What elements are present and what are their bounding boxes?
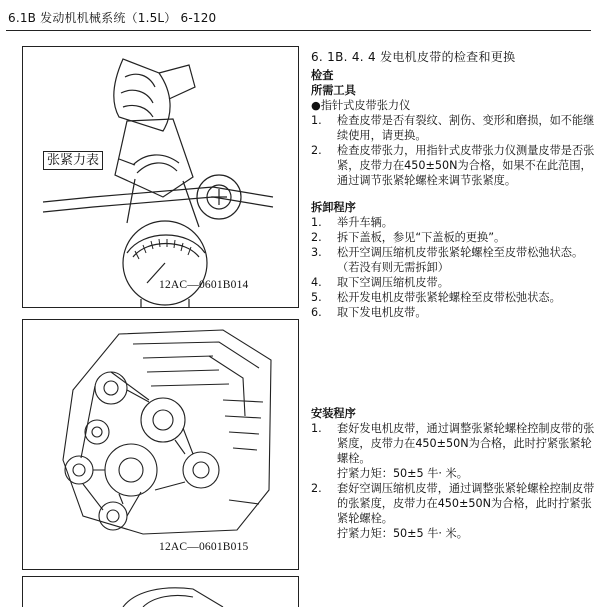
step-number: 1. xyxy=(311,216,322,229)
page-header xyxy=(6,6,591,28)
tension-gauge-illustration xyxy=(23,47,298,307)
section-title: 6. 1B. 4. 4 发电机皮带的检查和更换 xyxy=(311,50,516,64)
figure-caption: 12AC—0601B014 xyxy=(159,279,249,291)
step-text: 松开发电机皮带张紧轮螺栓至皮带松弛状态。 xyxy=(337,291,561,304)
figure-caption: 12AC—0601B015 xyxy=(159,541,249,553)
list-item xyxy=(311,421,596,481)
torque-spec: 拧紧力矩：50±5 牛· 米。 xyxy=(337,527,468,540)
removal-heading: 拆卸程序 xyxy=(311,201,356,214)
tool-item: ●指针式皮带张力仪 xyxy=(311,99,411,112)
torque-spec: 拧紧力矩：50±5 牛· 米。 xyxy=(337,467,468,480)
step-number: 1. xyxy=(311,114,322,127)
check-steps xyxy=(311,113,596,188)
list-item xyxy=(311,290,596,305)
step-text: 检查皮带是否有裂纹、割伤、变形和磨损，如不能继续使用，请更换。 xyxy=(337,114,595,142)
step-number: 2. xyxy=(311,144,322,157)
tools-heading: 所需工具 xyxy=(311,84,356,97)
step-number: 6. xyxy=(311,306,322,319)
step-number: 2. xyxy=(311,231,322,244)
list-item xyxy=(311,305,596,320)
install-steps xyxy=(311,421,596,541)
check-heading: 检查 xyxy=(311,69,334,82)
step-text: 拆下盖板，参见“下盖板的更换”。 xyxy=(337,231,506,244)
header-rule xyxy=(6,30,591,31)
list-item xyxy=(311,143,596,188)
list-item xyxy=(311,275,596,290)
procedure-content xyxy=(311,50,596,541)
tension-gauge-label: 张紧力表 xyxy=(43,151,103,170)
step-number: 3. xyxy=(311,246,322,259)
list-item xyxy=(311,481,596,541)
engine-belt-illustration xyxy=(23,320,298,569)
step-text: 套好发电机皮带，通过调整张紧轮螺栓控制皮带的张紧度，皮带力在450±50N为合格，此时拧紧张紧轮螺栓。 xyxy=(337,422,595,465)
step-number: 5. xyxy=(311,291,322,304)
removal-steps xyxy=(311,215,596,320)
install-heading: 安装程序 xyxy=(311,407,356,420)
step-number: 1. xyxy=(311,422,322,435)
list-item xyxy=(311,113,596,143)
figure-tension-gauge xyxy=(22,46,299,308)
step-text: 举升车辆。 xyxy=(337,216,393,229)
page-header-title: 6.1B 发动机机械系统（1.5L） 6-120 xyxy=(8,11,217,25)
step-number: 2. xyxy=(311,482,322,495)
figure-engine-belt xyxy=(22,319,299,570)
list-item xyxy=(311,245,596,275)
list-item xyxy=(311,215,596,230)
step-text: 松开空调压缩机皮带张紧轮螺栓至皮带松弛状态。（若没有则无需拆卸） xyxy=(337,246,584,274)
step-text: 套好空调压缩机皮带，通过调整张紧轮螺栓控制皮带的张紧度，皮带力在450±50N为合格，此时拧紧张紧轮螺栓。 xyxy=(337,482,595,525)
step-text: 取下发电机皮带。 xyxy=(337,306,427,319)
step-number: 4. xyxy=(311,276,322,289)
partial-illustration xyxy=(23,577,298,607)
step-text: 取下空调压缩机皮带。 xyxy=(337,276,449,289)
list-item xyxy=(311,230,596,245)
step-text: 检查皮带张力，用指针式皮带张力仪测量皮带是否张紧，皮带力在450±50N为合格，如果不在此范围，通过调节张紧轮螺栓来调节张紧度。 xyxy=(337,144,595,187)
